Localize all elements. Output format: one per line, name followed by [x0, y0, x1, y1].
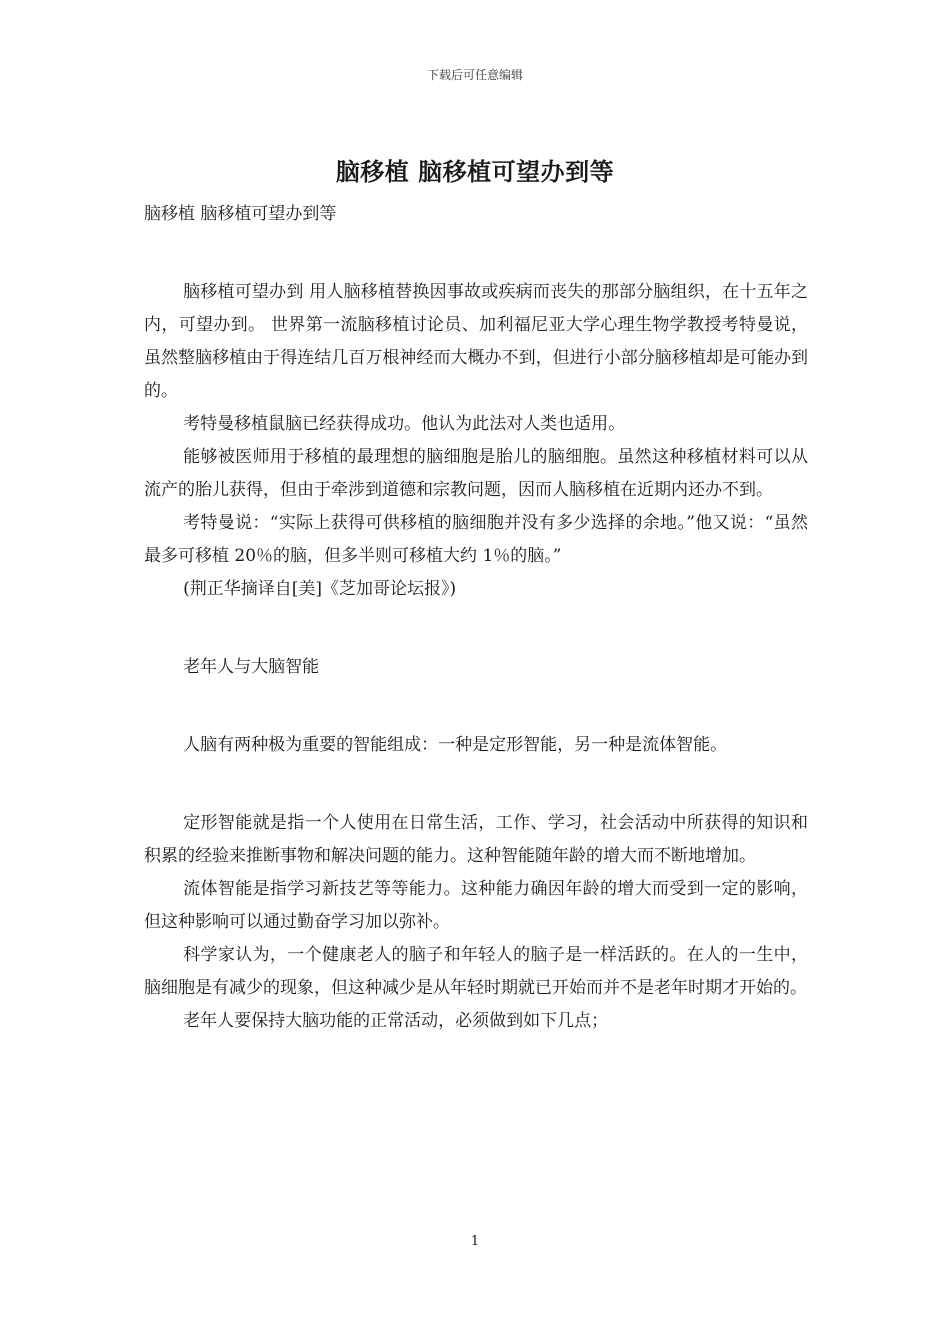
paragraph-source: (荆正华摘译自[美]《芝加哥论坛报》): [183, 579, 457, 599]
document-title: 脑移植 脑移植可望办到等: [335, 157, 615, 186]
spacer: [144, 717, 808, 729]
paragraph-brain-transplant: 脑移植可望办到 用人脑移植替换因事故或疾病而丧失的那部分脑组织，在十五年之内，可望办到。 世界第一流脑移植讨论员、加利福尼亚大学心理生物学教授考特曼说，虽然整脑移植由于得连结几百万根神经而大概办不到，但进行小部分脑移植却是可能办到的。: [144, 282, 808, 401]
page-number: 1: [470, 1234, 480, 1249]
spacer: [144, 264, 808, 276]
paragraph-cotman-quote: 考特曼说：“实际上获得可供移植的脑细胞并没有多少选择的余地。”他又说：“虽然最多可移植 20％的脑，但多半则可移植大约 1％的脑。”: [144, 513, 808, 566]
spacer: [144, 606, 808, 639]
paragraph-crystallized-intelligence: 定形智能就是指一个人使用在日常生活，工作、学习，社会活动中所获得的知识和积累的经验来推断事物和解决问题的能力。这种智能随年龄的增大而不断地增加。: [144, 813, 808, 866]
spacer: [144, 795, 808, 807]
header-note: 下载后可任意编辑: [426, 68, 523, 82]
document-subtitle: 脑移植 脑移植可望办到等: [144, 204, 337, 224]
paragraph-fetal-cells: 能够被医师用于移植的最理想的脑细胞是胎儿的脑细胞。虽然这种移植材料可以从流产的胎儿获得，但由于牵涉到道德和宗教问题，因而人脑移植在近期内还办不到。: [144, 447, 808, 500]
paragraph-maintain-brain: 老年人要保持大脑功能的正常活动，必须做到如下几点；: [183, 1011, 609, 1031]
section-heading-elderly-brain: 老年人与大脑智能: [183, 657, 320, 677]
paragraph-cotman-rats: 考特曼移植鼠脑已经获得成功。他认为此法对人类也适用。: [183, 414, 626, 434]
paragraph-two-intelligences: 人脑有两种极为重要的智能组成：一种是定形智能，另一种是流体智能。: [183, 735, 728, 755]
spacer: [144, 639, 808, 651]
spacer: [144, 762, 808, 795]
spacer: [144, 684, 808, 717]
paragraph-fluid-intelligence: 流体智能是指学习新技艺等等能力。这种能力确因年龄的增大而受到一定的影响，但这种影响可以通过勤奋学习加以弥补。: [144, 879, 808, 932]
document-body: [144, 198, 808, 1038]
spacer: [144, 231, 808, 264]
paragraph-scientists-view: 科学家认为，一个健康老人的脑子和年轻人的脑子是一样活跃的。在人的一生中，脑细胞是有减少的现象，但这种减少是从年轻时期就已开始而并不是老年时期才开始的。: [144, 945, 808, 998]
